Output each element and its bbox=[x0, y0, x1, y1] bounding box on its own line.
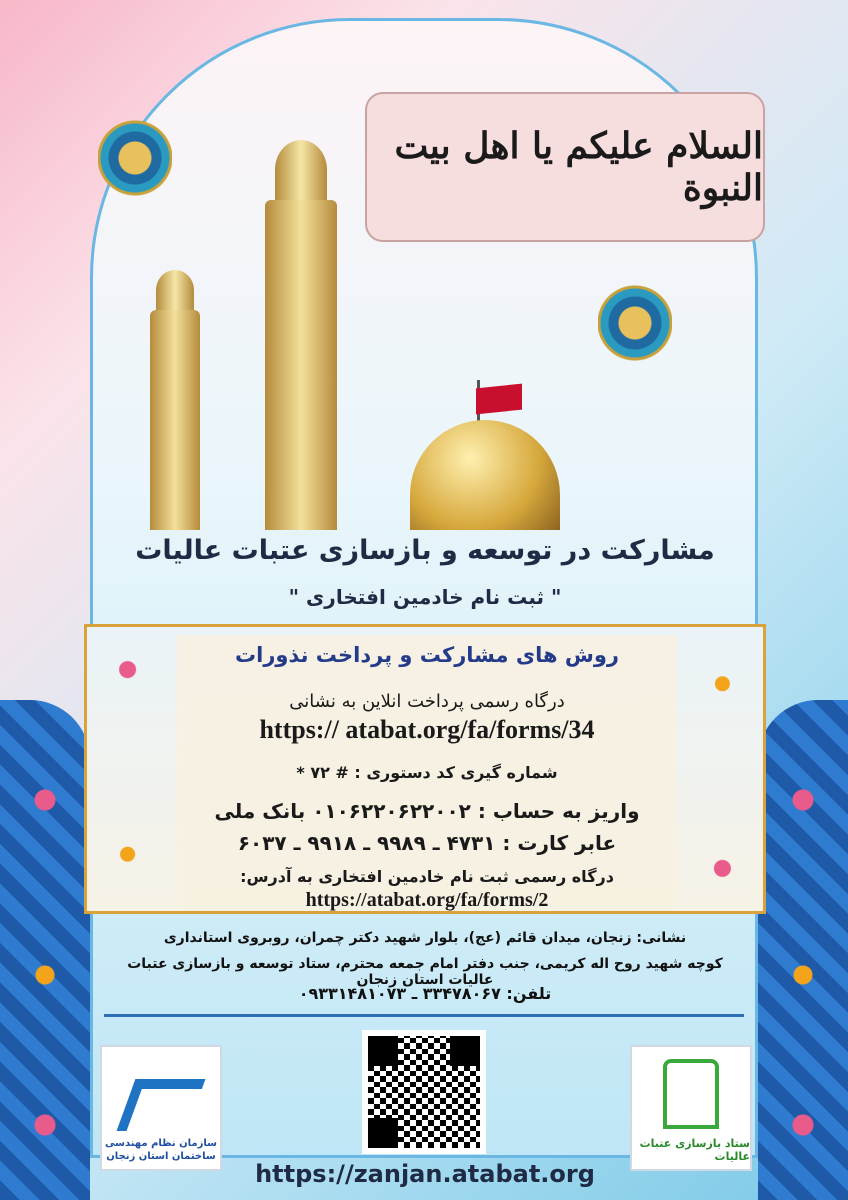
qr-code-icon bbox=[368, 1036, 480, 1148]
shrine-illustration bbox=[110, 100, 640, 530]
minaret-small-top bbox=[156, 270, 194, 310]
portal-url-link[interactable]: https:// atabat.org/fa/forms/34 bbox=[259, 715, 595, 744]
minaret-large bbox=[265, 200, 337, 530]
address-line-1: نشانی: زنجان، میدان قائم (عج)، بلوار شهید دکتر چمران، روبروی استانداری bbox=[163, 930, 687, 946]
minaret-large-top bbox=[275, 140, 327, 200]
ussd-code: شماره گیری کد دستوری : # ۷۲ * bbox=[296, 763, 558, 782]
calligraphy-text: السلام علیکم یا اهل بیت النبوة bbox=[394, 125, 763, 209]
poster-subtitle: " ثبت نام خادمین افتخاری " bbox=[288, 585, 562, 609]
left-tile-pattern bbox=[0, 700, 90, 1200]
poster-title: مشارکت در توسعه و بازسازی عتبات عالیات bbox=[135, 535, 715, 566]
address-line-2: کوچه شهید روح اله کریمی، جنب دفتر امام جمعه محترم، ستاد توسعه و بازسازی عتبات عالیات استان زنجان bbox=[127, 956, 723, 988]
right-tile-pattern bbox=[758, 700, 848, 1200]
donation-panel bbox=[84, 624, 766, 914]
register-url-link[interactable]: https://atabat.org/fa/forms/2 bbox=[305, 889, 549, 911]
flag-icon bbox=[476, 384, 522, 415]
register-label: درگاه رسمی ثبت نام خادمین افتخاری به آدرس: bbox=[240, 867, 614, 886]
engineering-logo-text: سازمان نظام مهندسی ساختمان استان زنجان bbox=[105, 1138, 217, 1162]
minaret-small bbox=[150, 310, 200, 530]
golden-dome bbox=[410, 420, 560, 530]
donation-panel-content bbox=[177, 635, 677, 911]
portal-label: درگاه رسمی پرداخت انلاین به نشانی bbox=[289, 691, 565, 712]
qr-code[interactable] bbox=[362, 1030, 486, 1154]
bank-card: عابر کارت : ۴۷۳۱ ـ ۹۹۸۹ ـ ۹۹۱۸ ـ ۶۰۳۷ bbox=[237, 831, 617, 855]
engineering-org-logo bbox=[100, 1045, 222, 1171]
divider bbox=[104, 1014, 744, 1017]
atabat-logo-text: ستاد بازسازی عتبات عالیات bbox=[639, 1137, 750, 1163]
phone-numbers: تلفن: ۳۳۴۷۸۰۶۷ ـ ۰۹۳۳۱۴۸۱۰۷۳ bbox=[298, 984, 552, 1003]
panel-heading: روش های مشارکت و پرداخت نذورات bbox=[235, 643, 619, 667]
engineering-logo-icon bbox=[117, 1079, 206, 1131]
atabat-logo-icon bbox=[663, 1059, 719, 1129]
website-link[interactable]: https://zanjan.atabat.org bbox=[255, 1160, 595, 1188]
atabat-headquarters-logo bbox=[630, 1045, 752, 1171]
bank-account: واریز به حساب : ۰۱۰۶۲۲۰۶۲۲۰۰۲ بانک ملی bbox=[214, 799, 640, 823]
